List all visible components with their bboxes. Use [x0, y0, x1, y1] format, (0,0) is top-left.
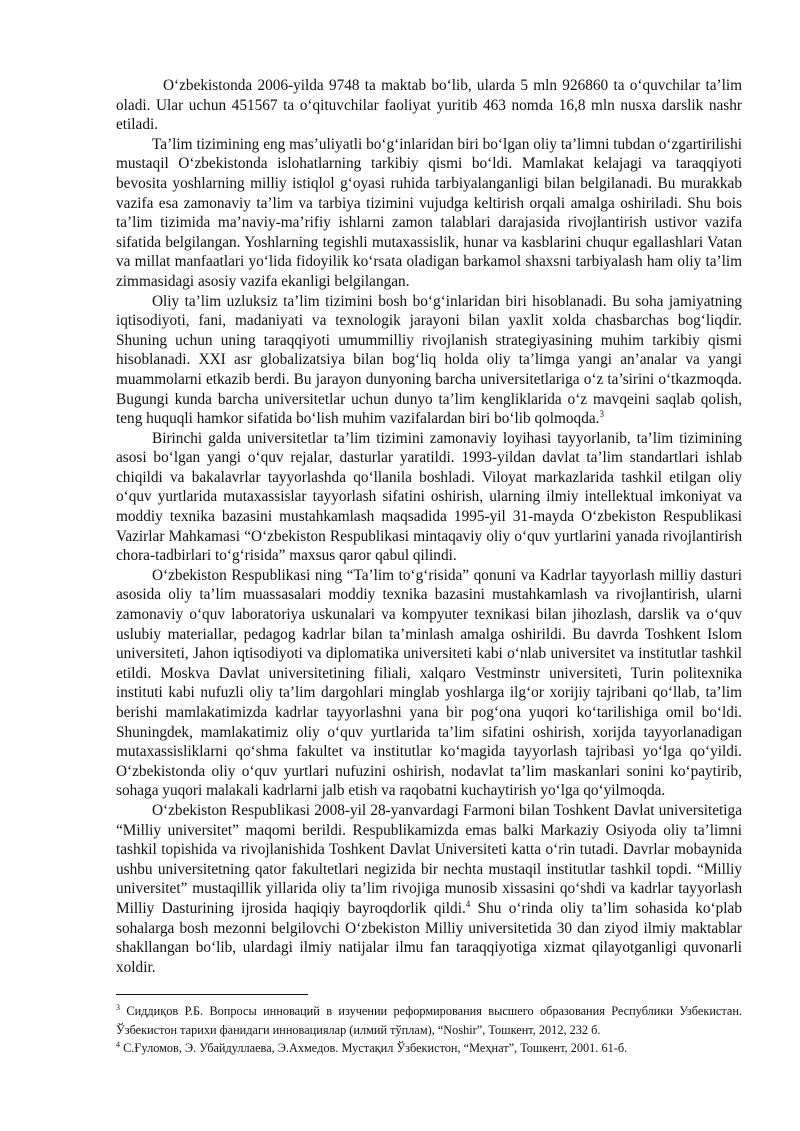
paragraph-text: O‘zbekiston Respublikasi ning “Ta’lim to‘g‘risida” qonuni va Kadrlar tayyorlash milliy dasturi asosida oliy ta’lim muassasalari moddiy texnika bazasini mustahkamlash va rivojlantirish, ularni zamonaviy o‘quv laboratoriya uskunalari va kompyuter texnikasi bilan jihozlash, darslik va o‘quv uslubiy materiallar, pedagog kadrlar bilan ta’minlash amalga oshirildi. Bu davrda Toshkent Islom universiteti, Jahon iqtisodiyoti va diplomatika universiteti kabi o‘nlab universitet va institutlar tashkil etildi. Moskva Davlat universitetining filiali, xalqaro Vestminstr universiteti, Turin politexnika instituti kabi nufuzli oliy ta’lim dargohlari minglab yoshlarga ilg‘or xorijiy tajribani qo‘llab, ta’lim berishi mamlakatimizda kadrlar tayyorlashni yana bir pog‘ona yuqori ko‘tarilishiga omil bo‘ldi. Shuningdek, mamlakatimiz oliy o‘quv yurtlarida ta’lim sifatini oshirish, xorijda tayyorlanadigan mutaxassisliklarni qo‘shma fakultet va institutlar ko‘magida tayyorlash tajribasi yo‘lga qo‘yildi. O‘zbekistonda oliy o‘quv yurtlari nufuzini oshirish, nodavlat ta’lim maskanlari sonini ko‘paytirib, sohaga yuqori malakali kadrlarni jalb etish va raqobatni kuchaytirish yo‘lga qo‘yilmoqda.	[116, 566, 742, 800]
footnote-ref-3[interactable]: 3	[599, 409, 604, 419]
footnote-3	[116, 1002, 742, 1039]
document-body	[116, 76, 742, 977]
paragraph-5	[116, 566, 742, 801]
paragraph-4	[116, 429, 742, 566]
paragraph-text: Oliy ta’lim uzluksiz ta’lim tizimini bosh bo‘g‘inlaridan biri hisoblanadi. Bu soha jamiyatning iqtisodiyoti, fani, madaniyati va texnologik jarayoni bilan yaxlit xolda chasbarchas bog‘liqdir. Shuning uchun uning taraqqiyoti umummilliy rivojlanish strategiyasining muhim tarkibiy qismi hisoblanadi. XXI asr globalizatsiya bilan bog‘liq holda oliy ta’limga yangi an’analar va yangi muammolarni etkazib berdi. Bu jarayon dunyoning barcha universitetlariga o‘z ta’sirini o‘tkazmoqda. Bugungi kunda barcha universitetlar uchun dunyo ta’lim kengliklarida o‘z mavqeini saqlab qolish, teng huquqli hamkor sifatida bo‘lish muhim vazifalardan biri bo‘lib qolmoqda.	[116, 292, 742, 428]
footnotes-section	[116, 994, 742, 1058]
paragraph-3	[116, 292, 742, 429]
paragraph-6	[116, 801, 742, 977]
paragraph-text: Ta’lim tizimining eng mas’uliyatli bo‘g‘inlaridan biri bo‘lgan oliy ta’limni tubdan o‘zgartirilishi mustaqil O‘zbekistonda islohatlarning tarkibiy qismi bo‘ldi. Mamlakat kelajagi va taraqqiyoti bevosita yoshlarning milliy istiqlol g‘oyasi ruhida tarbiyalanganligi bilan belgilanadi. Bu murakkab vazifa esa zamonaviy ta’lim va tarbiya tizimini vujudga keltirish orqali amalga oshiriladi. Shu bois ta’lim tizimida ma’naviy-ma’rifiy ishlarni zamon talablari darajasida rivojlantirish ustivor vazifa sifatida belgilangan. Yoshlarning tegishli mutaxassislik, hunar va kasblarini chuqur egallashlari Vatan va millat manfaatlari yo‘lida fidoyilik ko‘rsata oladigan barkamol shaxsni tarbiyalash ham oliy ta’lim zimmasidagi asosiy vazifa ekanligi belgilangan.	[116, 135, 742, 290]
paragraph-1	[116, 76, 742, 135]
paragraph-text: O‘zbekistonda 2006-yilda 9748 ta maktab bo‘lib, ularda 5 mln 926860 ta o‘quvchilar ta’lim oladi. Ular uchun 451567 ta o‘qituvchilar faoliyat yuritib 463 nomda 16,8 mln nusxa darslik nashr etiladi.	[116, 77, 742, 134]
footnote-text: С.Ғуломов, Э. Убайдуллаева, Э.Ахмедов. Мустақил Ўзбекистон, “Меҳнат”, Тошкент, 2001. 61-б.	[120, 1041, 628, 1056]
footnote-divider	[116, 994, 308, 995]
paragraph-text: Birinchi galda universitetlar ta’lim tizimini zamonaviy loyihasi tayyorlanib, ta’lim tizimining asosi bo‘lgan yangi o‘quv rejalar, dasturlar yaratildi. 1993-yildan davlat ta’lim standartlari ishlab chiqildi va bakalavrlar tayyorlashda qo‘llanila boshladi. Viloyat markazlarida tashkil etilgan oliy o‘quv yurtlarida mutaxassislar tayyorlash sifatini oshirish, ularning ilmiy intellektual imkoniyat va moddiy texnika bazasini mustahkamlash maqsadida 1995-yil 31-mayda O‘zbekiston Respublikasi Vazirlar Mahkamasi “O‘zbekiston Respublikasi mintaqaviy oliy o‘quv yurtlarini yanada rivojlantirish chora-tadbirlari to‘g‘risida” maxsus qaror qabul qilindi.	[116, 429, 742, 565]
paragraph-text: O‘zbekiston Respublikasi 2008-yil 28-yanvardagi Farmoni bilan Toshkent Davlat universitetiga “Milliy universitet” maqomi berildi. Respublikamizda emas balki Markaziy Osiyoda oliy ta’limni tashkil topishida va rivojlanishida Toshkent Davlat Universiteti katta o‘rin tutadi. Davrlar mobaynida ushbu universitetning qator fakultetlari negizida bir nechta mustaqil institutlar tashkil topdi. “Milliy universitet” mustaqillik yillarida oliy ta’lim rivojiga munosib xissasini qo‘shdi va kadrlar tayyorlash Milliy Dasturining ijrosida haqiqiy bayroqdorlik qildi.	[116, 801, 742, 917]
footnote-number: 3	[116, 1002, 120, 1012]
footnote-ref-4[interactable]: 4	[465, 898, 471, 909]
paragraph-2	[116, 135, 742, 292]
footnote-text: Сиддиқов Р.Б. Вопросы инноваций в изучении реформирования высшего образования Республики Узбекистан. Ўзбекистон тарихи фанидаги инновациялар (илмий тўплам), “Noshir”, Тошкент, 2012, 232 б.	[116, 1004, 742, 1037]
footnote-number: 4	[116, 1040, 120, 1050]
footnote-4	[116, 1039, 742, 1058]
paragraph-text-continued: Shu o‘rinda oliy ta’lim sohasida ko‘plab sohalarga bosh mezonni belgilovchi O‘zbekiston Milliy universitetida 30 dan ziyod ilmiy maktablar shakllangan bo‘lib, ulardagi ilmiy natijalar ilmu fan taraqqiyotiga xizmat qilayotganligi quvonarli xoldir.	[116, 899, 742, 976]
